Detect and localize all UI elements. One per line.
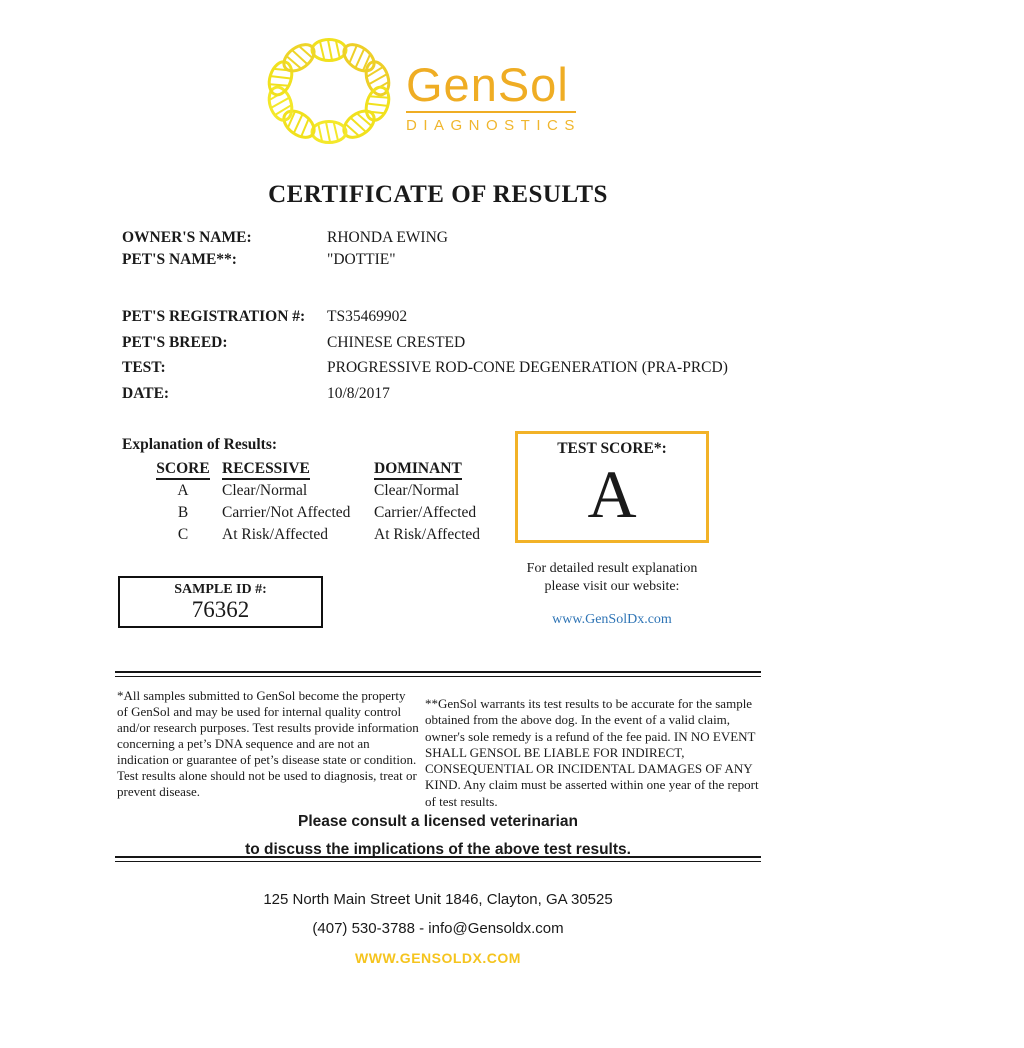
- registration-label: PET'S REGISTRATION #:: [122, 308, 306, 325]
- score-cell: B: [177, 504, 189, 521]
- sample-id-box: [118, 576, 323, 628]
- phone-and-email: (407) 530-3788 - info@Gensoldx.com: [312, 920, 564, 937]
- pet-name-row: [122, 249, 448, 271]
- owner-name-label: OWNER'S NAME:: [122, 229, 252, 246]
- divider-top: [115, 671, 761, 677]
- dominant-cell: Clear/Normal: [374, 482, 460, 499]
- pet-name-value: "DOTTIE": [327, 251, 396, 268]
- logo-text: [406, 34, 581, 134]
- sample-id-value: 76362: [191, 597, 250, 622]
- footer-website-link[interactable]: WWW.GENSOLDX.COM: [355, 950, 521, 966]
- recessive-column-header: RECESSIVE: [222, 459, 310, 480]
- date-label: DATE:: [122, 384, 170, 402]
- sample-id-label: SAMPLE ID #:: [174, 582, 267, 597]
- website-note: [505, 560, 719, 629]
- recessive-cell: At Risk/Affected: [222, 526, 329, 543]
- table-row: [122, 480, 514, 502]
- recessive-cell: Clear/Normal: [222, 482, 308, 499]
- table-row: [122, 524, 514, 546]
- test-value: PROGRESSIVE ROD-CONE DEGENERATION (PRA-PRCD): [327, 359, 728, 376]
- date-row: [122, 381, 728, 407]
- registration-row: [122, 304, 728, 330]
- company-address: 125 North Main Street Unit 1846, Clayton, GA 30525: [263, 891, 613, 908]
- disclaimer-warranty: **GenSol warrants its test results to be accurate for the sample obtained from the above dog. In the event of a valid claim, owner's sole remedy is a refund of the fee paid. IN NO EVENT SHALL GENSOL BE LIABLE FOR INDIRECT, CONSEQUENTIAL OR INCIDENTAL DAMAGES OF ANY KIND. Any claim must be asserted within one year of the report of test results.: [425, 696, 759, 809]
- test-details-section: [122, 304, 728, 406]
- recessive-cell: Carrier/Not Affected: [222, 504, 351, 521]
- advice-line2: to discuss the implications of the above test results.: [245, 841, 631, 858]
- breed-label: PET'S BREED:: [122, 333, 228, 351]
- footer: [115, 891, 761, 967]
- test-score-box: [515, 431, 709, 543]
- logo-underline: [406, 111, 576, 113]
- logo: [256, 34, 581, 148]
- breed-row: [122, 330, 728, 356]
- dominant-cell: At Risk/Affected: [374, 526, 481, 543]
- website-note-line1: For detailed result explanation: [526, 561, 698, 576]
- disclaimer-samples: *All samples submitted to GenSol become the property of GenSol and may be used for internal quality control and/or research purposes. Test results provide information concerning a pet’s DNA sequence and are not an indication or guarantee of pet’s disease state or condition. Test results alone should not be used to diagnosis, treat or prevent disease.: [117, 688, 419, 799]
- logo-subtitle: DIAGNOSTICS: [406, 117, 581, 134]
- owner-pet-section: [122, 227, 448, 271]
- score-cell: C: [177, 526, 189, 543]
- registration-value: TS35469902: [327, 308, 408, 325]
- explanation-heading: Explanation of Results:: [122, 436, 278, 453]
- breed-value: CHINESE CRESTED: [327, 333, 466, 351]
- page-title: CERTIFICATE OF RESULTS: [268, 180, 608, 208]
- divider-bottom: [115, 856, 761, 862]
- explanation-header-row: [122, 458, 514, 480]
- pet-name-label: PET'S NAME**:: [122, 251, 237, 268]
- score-cell: A: [177, 482, 189, 499]
- owner-name-value: RHONDA EWING: [327, 229, 448, 246]
- table-row: [122, 502, 514, 524]
- gensoldx-link[interactable]: www.GenSolDx.com: [552, 612, 672, 627]
- dna-ring-logo-icon: [256, 34, 402, 148]
- date-value: 10/8/2017: [327, 384, 390, 402]
- test-row: [122, 355, 728, 381]
- test-score-value: A: [587, 456, 637, 532]
- advice-line1: Please consult a licensed veterinarian: [298, 813, 578, 830]
- logo-wordmark: GenSol: [406, 58, 569, 111]
- explanation-of-results: [122, 435, 514, 546]
- test-score-label: TEST SCORE*:: [557, 440, 667, 457]
- veterinarian-advice: [115, 813, 761, 859]
- score-column-header: SCORE: [156, 459, 209, 480]
- test-label: TEST:: [122, 359, 166, 376]
- owner-name-row: [122, 227, 448, 249]
- dominant-cell: Carrier/Affected: [374, 504, 477, 521]
- website-note-line2: please visit our website:: [544, 579, 680, 594]
- dominant-column-header: DOMINANT: [374, 459, 462, 480]
